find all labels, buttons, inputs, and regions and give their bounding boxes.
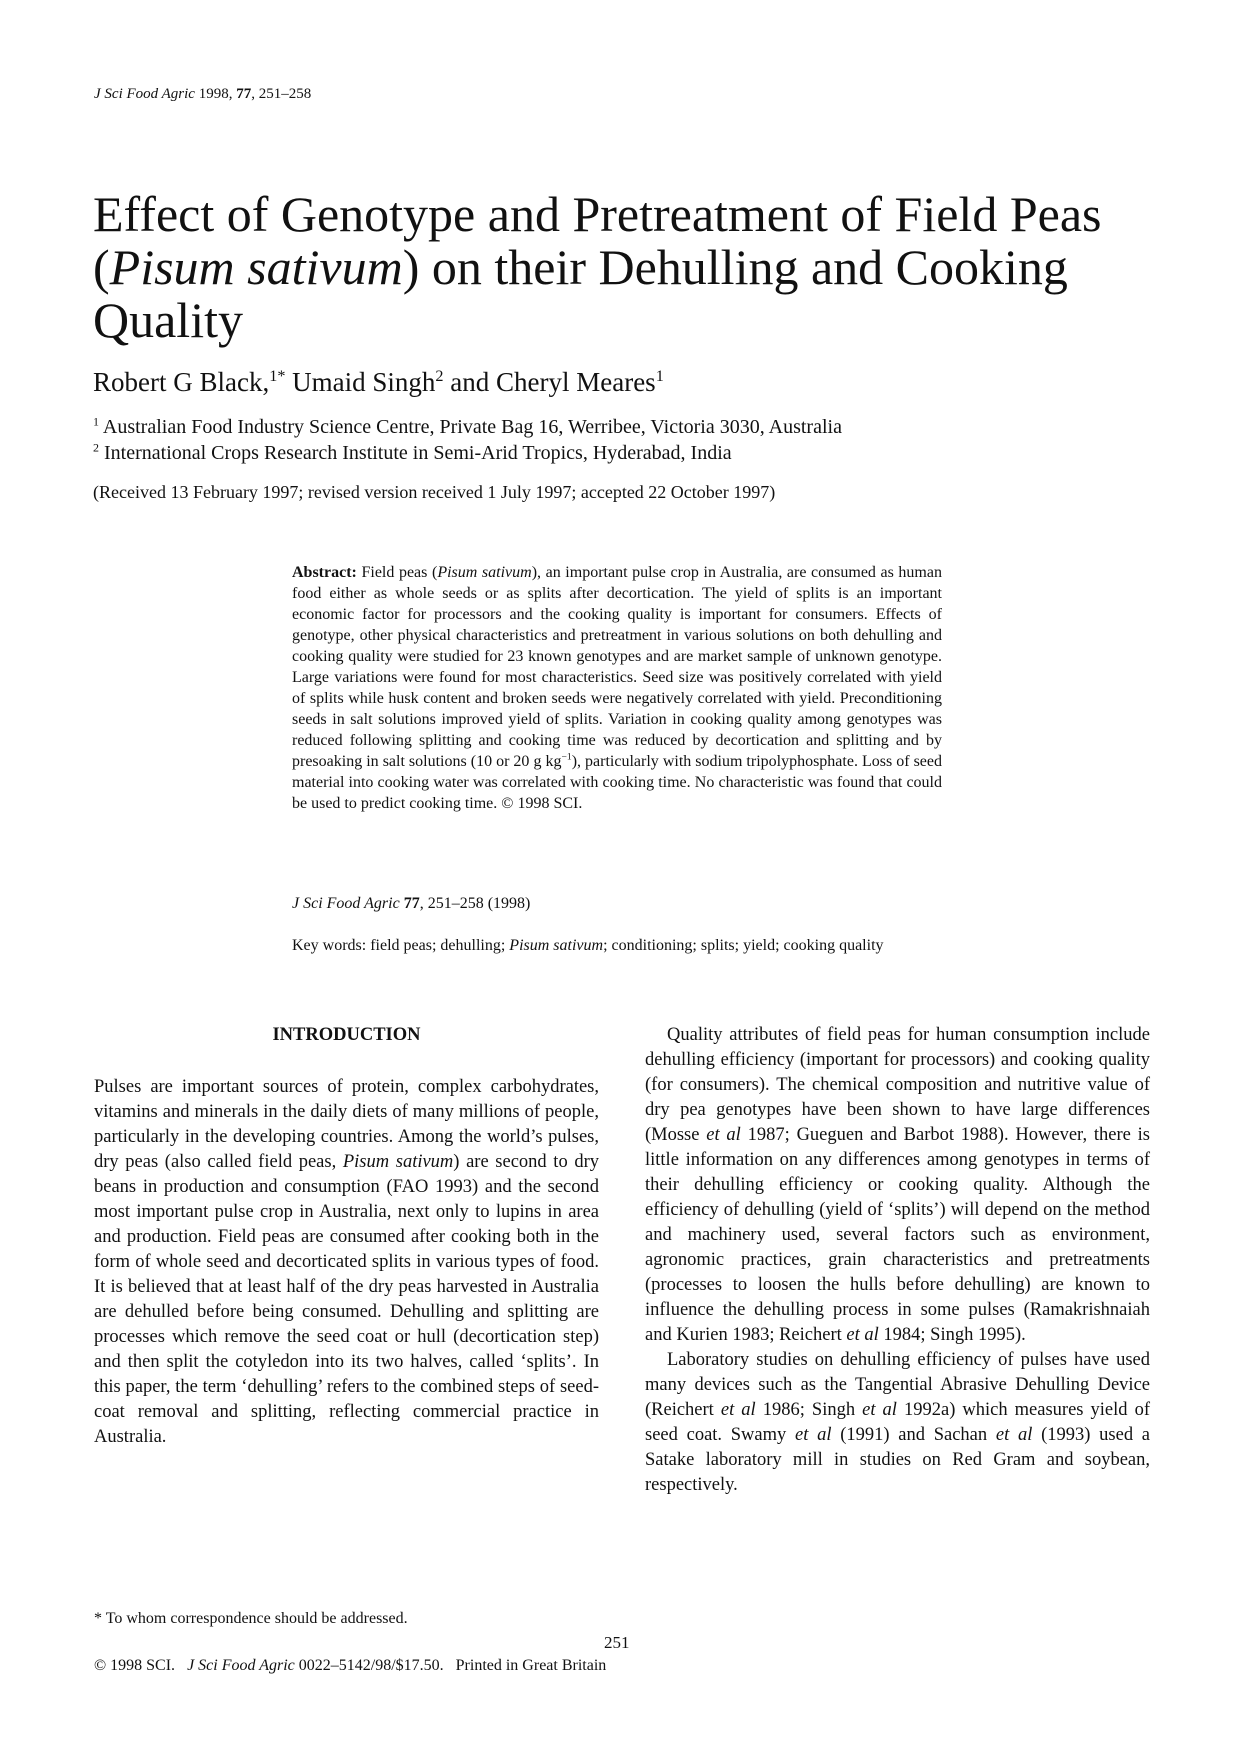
paper-title: Effect of Genotype and Pretreatment of Field Peas (Pisum sativum) on their Dehulling and Cooking Quality: [93, 186, 1102, 348]
page-footer: © 1998 SCI. J Sci Food Agric 0022–5142/98/$17.50. Printed in Great Britain: [94, 1657, 607, 1674]
author-2: Umaid Singh: [285, 367, 436, 397]
footer-printed: Printed in Great Britain: [455, 1657, 607, 1674]
journal-pages: , 251–258: [251, 86, 312, 102]
author-3: and Cheryl Meares: [443, 367, 656, 397]
affiliation-2: $^2$ International Crops Research Institute in Semi-Arid Tropics, Hyderabad, India: [93, 440, 732, 464]
received-dates: (Received 13 February 1997; revised version received 1 July 1997; accepted 22 October 1997): [93, 482, 776, 502]
citation-line: J Sci Food Agric 77, 251–258 (1998): [292, 895, 531, 912]
journal-year: 1998,: [198, 86, 237, 102]
journal-volume: 77: [236, 86, 252, 102]
section-heading-introduction: INTRODUCTION: [272, 1025, 421, 1045]
title-line-2: ) on their Dehulling and Cooking: [402, 239, 1068, 295]
journal-name: J Sci Food Agric: [94, 86, 195, 102]
intro-paragraph-1: Pulses are important sources of protein, complex carbohydrates, vitamins and minerals in the daily diets of many millions of people, particularly in the developing countries. Among the world’s pulses, dry peas (also called field peas, Pisum sativum) are second to dry beans in production and consumption (FAO 1993) and the second most important pulse crop in Australia, next only to lupins in area and production. Field peas are consumed after cooking both in the form of whole seed and decorticated splits in various types of food. It is believed that at least half of the dry peas harvested in Australia are dehulled before being consumed. Dehulling and splitting are processes which remove the seed coat or hull (decortication step) and then split the cotyledon into its two halves, called ‘splits’. In this paper, the term ‘dehulling’ refers to the combined steps of seed-coat removal and splitting, reflecting commercial practice in Australia.: [94, 1077, 599, 1447]
intro-paragraph-3: Laboratory studies on dehulling efficiency of pulses have used many devices such as the Tangential Abrasive Dehulling Device (Reichert et al 1986; Singh et al 1992a) which measures yield of seed coat. Swamy et al (1991) and Sachan et al (1993) used a Satake laboratory mill in studies on Red Gram and soybean, respectively.: [645, 1350, 1151, 1495]
title-line-3: Quality: [93, 292, 243, 348]
footer-copyright: © 1998 SCI.: [94, 1657, 176, 1674]
page-number: 251: [604, 1633, 630, 1652]
keywords-label: Key words:: [292, 937, 367, 954]
keywords: Key words: field peas; dehulling; Pisum sativum; conditioning; splits; yield; cooking quality: [292, 937, 884, 954]
author-list: Robert G Black,$^{1*}$ Umaid Singh$^2$ and Cheryl Meares$^1$: [93, 367, 664, 397]
abstract-label: Abstract:: [292, 564, 357, 581]
abstract: Abstract: Field peas (Pisum sativum), an important pulse crop in Australia, are consumed as human food either as whole seeds or as splits after decortication. The yield of splits is an important economic factor for processors and the cooking quality is important for consumers. Effects of genotype, other physical characteristics and pretreatment in various solutions on both dehulling and cooking quality were studied for 23 known genotypes and are market sample of unknown genotype. Large variations were found for most characteristics. Seed size was positively correlated with yield of splits while husk content and broken seeds were negatively correlated with yield. Preconditioning seeds in salt solutions improved yield of splits. Variation in cooking quality among genotypes was reduced following splitting and cooking time was reduced by decortication and splitting and by presoaking in salt solutions (10 or 20 g $kg^{-1}$), particularly with sodium tripolyphosphate. Loss of seed material into cooking water was correlated with cooking time. No characteristic was found that could be used to predict cooking time. © 1998 SCI.: [292, 564, 943, 812]
intro-paragraph-2: Quality attributes of field peas for human consumption include dehulling efficiency (important for processors) and cooking quality (for consumers). The chemical composition and nutritive value of dry pea genotypes have been shown to have large differences (Mosse et al 1987; Gueguen and Barbot 1988). However, there is little information on any differences among genotypes in terms of their dehulling efficiency or cooking quality. Although the efficiency of dehulling (yield of ‘splits’) will depend on the method and machinery used, several factors such as environment, agronomic practices, grain characteristics and pretreatments (processes to loosen the hulls before dehulling) are known to influence the dehulling process in some pulses (Ramakrishnaiah and Kurien 1983; Reichert et al 1984; Singh 1995).: [645, 1025, 1150, 1345]
affiliation-1: $^1$ Australian Food Industry Science Centre, Private Bag 16, Werribee, Victoria 3030, Australia: [93, 414, 842, 438]
title-line-1: Effect of Genotype and Pretreatment of Field Peas: [93, 186, 1102, 242]
title-species: Pisum sativum: [109, 239, 403, 295]
author-1: Robert G Black,: [93, 367, 270, 397]
correspondence-footnote: * To whom correspondence should be addressed.: [94, 1610, 408, 1627]
right-column: [645, 1023, 1150, 1498]
left-column: [94, 1023, 599, 1450]
journal-header: [94, 86, 311, 103]
